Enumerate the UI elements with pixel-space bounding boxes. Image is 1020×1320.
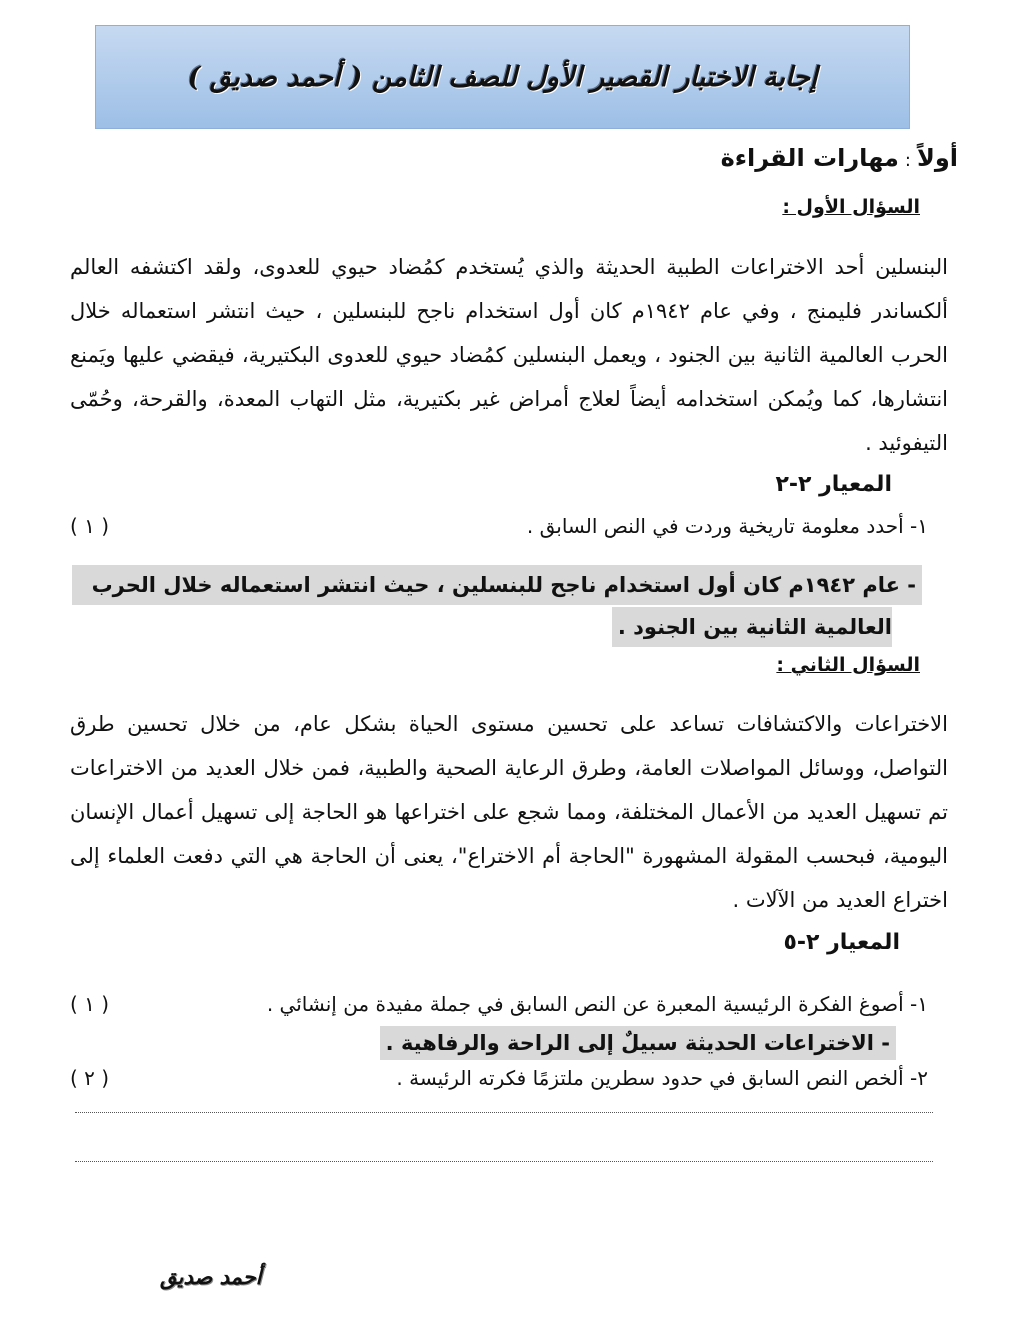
question1-answer-line2: العالمية الثانية بين الجنود . xyxy=(612,607,892,647)
question1-standard: المعيار ٢-٢ xyxy=(775,472,892,497)
question2-standard: المعيار ٢-٥ xyxy=(783,930,900,955)
question2-passage: الاختراعات والاكتشافات تساعد على تحسين مستوى الحياة بشكل عام، من خلال تحسين طرق التواصل، ووسائل المواصلات العامة، وطرق الرعاية الصحية والطبية، فمن خلال العديد من الاختراعات تم تسهيل العديد من الأعمال المختلفة، ومما شجع على اختراعها هو الحاجة إلى تسهيل أعمال الإنسان اليومية، فبحسب المقولة المشهورة "الحاجة أم الاختراع"، يعنى أن الحاجة هي التي دفعت العلماء إلى اختراع العديد من الآلات . xyxy=(70,712,948,912)
question2-item-1 xyxy=(70,992,928,1016)
question1-item-1-text: ١- أحدد معلومة تاريخية وردت في النص السابق . xyxy=(526,514,928,538)
answer-line-2 xyxy=(75,1161,933,1162)
section-heading xyxy=(721,144,958,172)
question2-item-1-marks: ( ١ ) xyxy=(70,992,110,1016)
question1-item-1-marks: ( ١ ) xyxy=(70,514,110,538)
section-label: أولاً xyxy=(916,144,958,172)
question2-item-2-marks: ( ٢ ) xyxy=(70,1066,110,1090)
section-separator: : xyxy=(904,150,911,171)
question2-heading: السؤال الثاني : xyxy=(776,654,920,676)
page-title: إجابة الاختبار القصير الأول للصف الثامن ( أحمد صديق ) xyxy=(187,61,818,93)
question2-item-2 xyxy=(70,1066,928,1090)
section-name: مهارات القراءة xyxy=(720,144,899,172)
answer-line-1 xyxy=(75,1112,933,1113)
author-signature: أحمد صديق xyxy=(160,1264,262,1289)
question2-item-1-text: ١- أصوغ الفكرة الرئيسية المعبرة عن النص السابق في جملة مفيدة من إنشائي . xyxy=(266,992,928,1016)
question1-passage: البنسلين أحد الاختراعات الطبية الحديثة والذي يُستخدم كمُضاد حيوي للعدوى، ولقد اكتشفه العالم ألكساندر فليمنج ، وفي عام ١٩٤٢م كان أول استخدام ناجح للبنسلين ، حيث انتشر استعماله خلال الحرب العالمية الثانية بين الجنود ، ويعمل البنسلين كمُضاد حيوي للعدوى البكتيرية، فيقضي عليها ويَمنع انتشارها، كما ويُمكن استخدامه أيضاً لعلاج أمراض غير بكتيرية، مثل التهاب المعدة، والقرحة، وحُمّى التيفوئيد . xyxy=(70,255,948,455)
title-banner xyxy=(95,25,910,129)
question1-item-1 xyxy=(70,514,928,538)
question2-answer-1: - الاختراعات الحديثة سبيلٌ إلى الراحة والرفاهية . xyxy=(380,1026,896,1060)
question1-answer-line1: - عام ١٩٤٢م كان أول استخدام ناجح للبنسلين ، حيث انتشر استعماله خلال الحرب xyxy=(72,565,922,605)
question1-heading: السؤال الأول : xyxy=(782,196,920,218)
question2-item-2-text: ٢- ألخص النص السابق في حدود سطرين ملتزمًا فكرته الرئيسة . xyxy=(396,1066,928,1090)
